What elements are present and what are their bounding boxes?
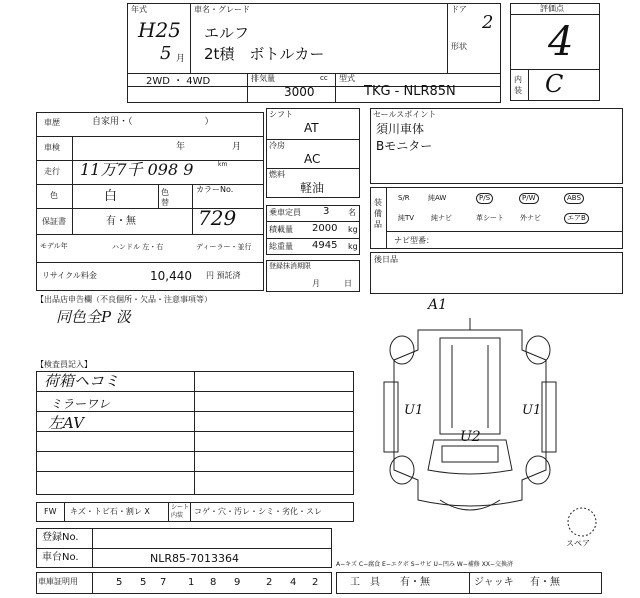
seat-label: シート内装	[171, 504, 190, 519]
inspector-note-2: ミラーワレ	[50, 397, 111, 411]
fuel-label: 燃料	[269, 170, 285, 179]
reg-expiry-day: 日	[344, 279, 352, 288]
grade: 2t積 ボトルカー	[204, 45, 325, 63]
equip-abs: ABS	[564, 193, 584, 204]
chassis-value: NLR85-7013364	[150, 552, 239, 565]
mileage-label: 走行	[44, 167, 60, 176]
sales-label: セールスポイント	[373, 110, 437, 119]
month-unit: 月	[176, 54, 186, 64]
damage-mark-left: U1	[404, 403, 424, 418]
reg-expiry-label: 登録抹消期限	[269, 262, 311, 270]
displacement-unit: cc	[320, 74, 328, 82]
displacement-value: 3000	[284, 85, 315, 99]
mileage-unit: km	[218, 161, 228, 168]
equip-genuine-navi: 純ナビ	[431, 214, 452, 222]
cert-digit-4: 1	[188, 577, 195, 588]
equip-power-steering: P/S	[476, 193, 493, 204]
model-label: 型式	[339, 74, 355, 83]
cert-digit-2: 5	[140, 577, 147, 588]
recycle-value: 10,440	[150, 269, 192, 283]
inspection-label: 車検	[44, 143, 60, 152]
damage-mark-center: U2	[460, 429, 481, 445]
grade-label: 車名・グレード	[194, 5, 250, 14]
capacity-label: 乗車定員	[269, 208, 301, 217]
cert-digit-3: 7	[160, 577, 167, 588]
cert-digit-9: 2	[312, 577, 319, 588]
chassis-label: 車台No.	[42, 552, 79, 563]
model-year-label: モデル年	[40, 242, 68, 250]
score-label: 評価点	[540, 4, 564, 13]
garage-cert-row	[36, 572, 332, 594]
interior-value: C	[545, 70, 564, 98]
equip-alloy-wheel: 純AW	[428, 194, 447, 202]
damage-mark-rear: A1	[428, 297, 448, 313]
door-value: 2	[482, 12, 494, 33]
fw-label: FW	[44, 507, 57, 516]
cert-digit-8: 4	[290, 577, 297, 588]
cert-label: 車庫証明用	[38, 577, 78, 586]
equip-sr: S/R	[398, 194, 410, 202]
inspector-note-1: 荷箱ヘコミ	[44, 372, 120, 390]
load-value: 2000	[312, 223, 338, 234]
year-value: H25	[138, 18, 181, 42]
ac-value: AC	[304, 152, 321, 166]
cert-digit-6: 9	[234, 577, 241, 588]
recycle-label: リサイクル料金	[42, 271, 97, 280]
inspection-year: 年	[176, 142, 186, 152]
sales-line-2: Bモニター	[376, 139, 433, 153]
year-label: 年式	[131, 5, 147, 14]
damage-mark-right: U1	[522, 403, 542, 418]
tools-value: 有・無	[400, 577, 430, 588]
inspection-month: 月	[232, 142, 242, 152]
gross-unit: kg	[348, 242, 358, 251]
model-value: TKG - NLR85N	[364, 84, 456, 99]
load-label: 積載量	[269, 225, 293, 234]
fw-options: キズ・トビ石・割レ X	[70, 507, 150, 516]
equip-airbag: エアB	[564, 213, 589, 224]
month-value: 5	[160, 43, 172, 64]
dealer-label: ディーラー・並行	[196, 243, 252, 251]
notes-value: 同色全P 汲	[56, 308, 131, 326]
tools-label: 工 具	[350, 577, 380, 588]
mileage-value: 11万7千 098 9	[80, 160, 194, 179]
car-name: エルフ	[204, 24, 250, 42]
color-no-value: 729	[198, 206, 237, 230]
inspector-note-3: 左AV	[48, 414, 84, 432]
shape-label: 形状	[451, 42, 467, 51]
drive-type: 2WD ・ 4WD	[146, 76, 211, 87]
sales-line-1: 須川車体	[376, 122, 425, 136]
warranty-value: 有・無	[106, 216, 136, 227]
equip-tv: 純TV	[398, 214, 415, 222]
interior-label: 内装	[514, 75, 522, 95]
ac-label: 冷房	[269, 141, 285, 150]
cert-digit-7: 2	[266, 577, 273, 588]
recycle-unit: 円 預託済	[206, 271, 241, 280]
handle-label: ハンドル 左・右	[112, 243, 164, 251]
gross-label: 総重量	[269, 242, 293, 251]
jack-value: 有・無	[530, 577, 560, 588]
damage-legend: A−キズ C−腐食 E−エクボ S−サビ U−凹み W−補修 XX−交換済	[336, 561, 513, 568]
color-value: 白	[104, 189, 118, 204]
reg-no-label: 登録No.	[42, 532, 79, 543]
gross-value: 4945	[312, 240, 338, 251]
equip-leather-seat: 革シート	[476, 214, 504, 222]
equip-power-window: P/W	[519, 193, 539, 204]
seat-options: コゲ・穴・汚レ・シミ・劣化・スレ	[194, 507, 322, 516]
capacity-unit: 名	[348, 208, 356, 217]
navi-label: ナビ型番：	[394, 236, 434, 245]
history-value: 自家用・（ ）	[92, 117, 214, 127]
notes-label: 【出品店申告欄（不良個所・欠品・注意事項等）	[36, 295, 212, 304]
load-unit: kg	[348, 225, 358, 234]
color-label: 色	[50, 191, 58, 200]
shift-value: AT	[304, 121, 319, 135]
cert-digit-5: 8	[210, 577, 217, 588]
cert-digit-1: 5	[116, 577, 123, 588]
color-change-label: 色替	[161, 188, 169, 207]
warranty-label: 保証書	[42, 217, 66, 226]
equip-aftermarket-navi: 外ナビ	[520, 214, 541, 222]
score-value: 4	[548, 19, 574, 65]
displacement-label: 排気量	[251, 74, 275, 83]
spare-label: スペア	[566, 539, 590, 548]
door-label: ドア	[451, 5, 467, 14]
inspector-label: 【検査員記入】	[36, 360, 92, 369]
reg-expiry-month: 月	[312, 279, 320, 288]
color-no-label: カラーNo.	[196, 185, 234, 194]
history-label: 車歴	[44, 118, 60, 127]
retrofit-label: 後日品	[374, 255, 398, 264]
fuel-value: 軽油	[300, 181, 325, 195]
jack-label: ジャッキ	[474, 577, 514, 588]
shift-label: シフト	[269, 110, 293, 119]
capacity-value: 3	[323, 206, 330, 217]
equip-label: 装備品	[374, 198, 382, 229]
